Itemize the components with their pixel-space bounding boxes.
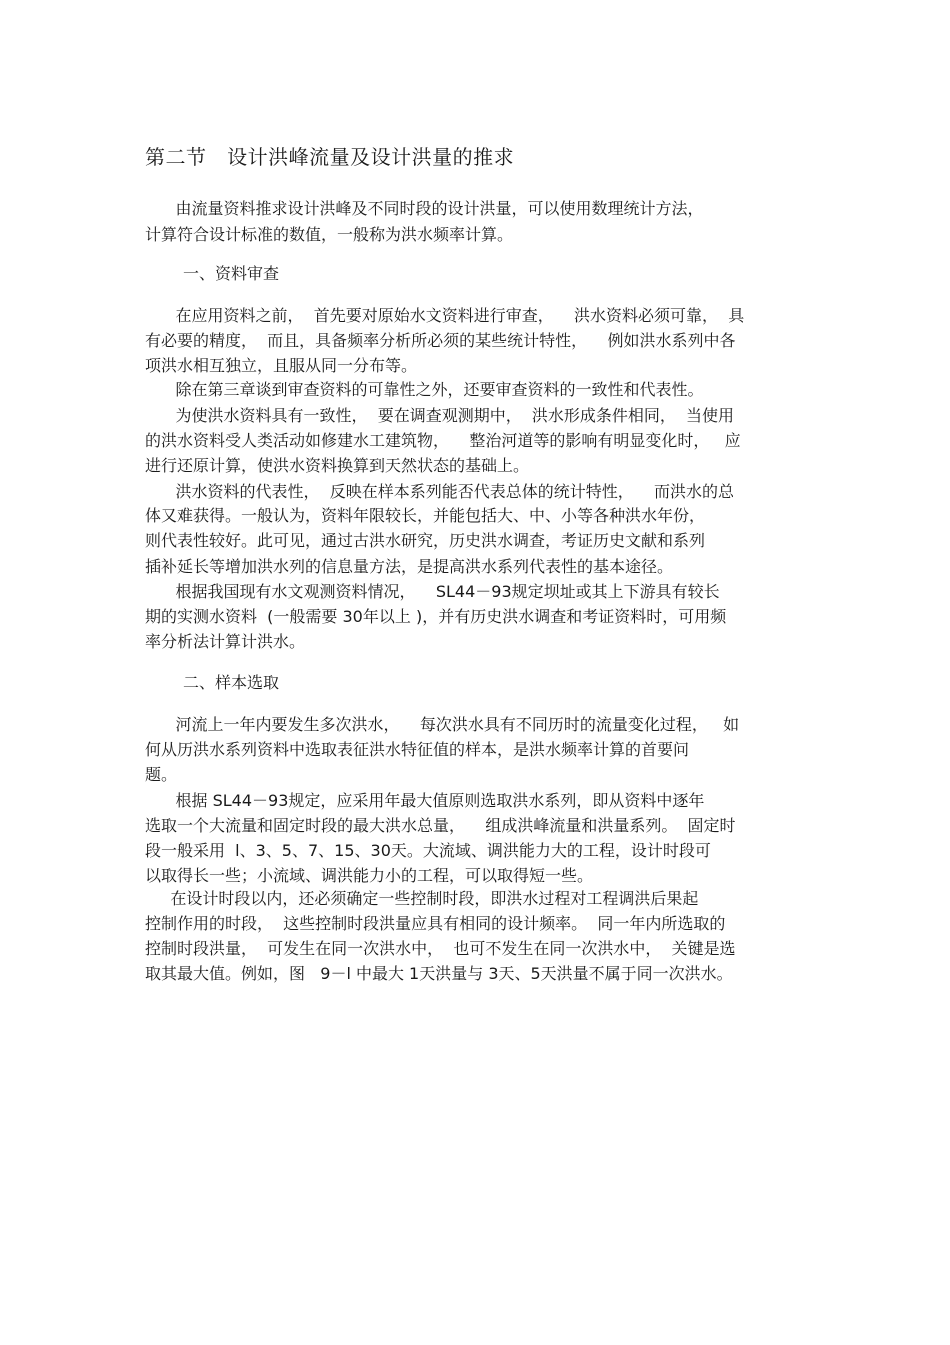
- paragraph-line: 根据 SL44－93规定，应采用年最大值原则选取洪水系列，即从资料中逐年: [145, 791, 705, 810]
- paragraph-line: 插补延长等增加洪水列的信息量方法，是提高洪水系列代表性的基本途径。: [145, 557, 674, 576]
- paragraph-line: 则代表性较好。此可见，通过古洪水研究，历史洪水调查，考证历史文献和系列: [145, 531, 706, 550]
- paragraph-line: 选取一个大流量和固定时段的最大洪水总量， 组成洪峰流量和洪量系列。 固定时: [145, 816, 736, 835]
- paragraph-line: 项洪水相互独立，且服从同一分布等。: [145, 356, 418, 375]
- section-title: 第二节 设计洪峰流量及设计洪量的推求: [145, 145, 515, 169]
- paragraph-line: 除在第三章谈到审查资料的可靠性之外，还要审查资料的一致性和代表性。: [145, 380, 704, 399]
- paragraph-line: 以取得长一些；小流域、调洪能力小的工程，可以取得短一些。: [145, 866, 594, 885]
- heading-sample-selection: 二、样本选取: [183, 673, 280, 692]
- paragraph-line: 的洪水资料受人类活动如修建水工建筑物， 整治河道等的影响有明显变化时， 应: [145, 431, 741, 450]
- paragraph-line: 河流上一年内要发生多次洪水， 每次洪水具有不同历时的流量变化过程， 如: [145, 715, 740, 734]
- intro-line-2: 计算符合设计标准的数值，一般称为洪水频率计算。: [145, 225, 514, 244]
- paragraph-line: 取其最大值。例如，图 9－l 中最大 1天洪量与 3天、5天洪量不属于同一次洪水。: [145, 964, 733, 983]
- paragraph-line: 题。: [145, 765, 178, 784]
- paragraph-line: 为使洪水资料具有一致性， 要在调查观测期中， 洪水形成条件相同， 当使用: [145, 406, 735, 425]
- paragraph-line: 控制时段洪量， 可发生在同一次洪水中， 也可不发生在同一次洪水中， 关键是选: [145, 939, 736, 958]
- paragraph-line: 在设计时段以内，还必须确定一些控制时段，即洪水过程对工程调洪后果起: [145, 889, 699, 908]
- intro-line-1: 由流量资料推求设计洪峰及不同时段的设计洪量，可以使用数理统计方法，: [145, 199, 704, 218]
- paragraph-line: 体又难获得。一般认为，资料年限较长，并能包括大、中、小等各种洪水年份，: [145, 506, 706, 525]
- paragraph-line: 率分析法计算计洪水。: [145, 632, 306, 651]
- paragraph-line: 段一般采用 l、3、5、7、15、30天。大流域、调洪能力大的工程，设计时段可: [145, 841, 711, 860]
- paragraph-line: 洪水资料的代表性， 反映在样本系列能否代表总体的统计特性， 而洪水的总: [145, 482, 735, 501]
- paragraph-line: 控制作用的时段， 这些控制时段洪量应具有相同的设计频率。 同一年内所选取的: [145, 914, 726, 933]
- paragraph-line: 有必要的精度， 而且，具备频率分析所必须的某些统计特性， 例如洪水系列中各: [145, 331, 736, 350]
- paragraph-line: 何从历洪水系列资料中选取表征洪水特征值的样本，是洪水频率计算的首要问: [145, 740, 690, 759]
- heading-data-review: 一、资料审查: [183, 264, 280, 283]
- paragraph-line: 根据我国现有水文观测资料情况， SL44－93规定坝址或其上下游具有较长: [145, 582, 720, 601]
- paragraph-line: 期的实测水资料 (一般需要 30年以上 )，并有历史洪水调查和考证资料时，可用频: [145, 607, 727, 626]
- paragraph-line: 在应用资料之前， 首先要对原始水文资料进行审查， 洪水资料必须可靠， 具: [145, 306, 745, 325]
- paragraph-line: 进行还原计算，使洪水资料换算到天然状态的基础上。: [145, 456, 530, 475]
